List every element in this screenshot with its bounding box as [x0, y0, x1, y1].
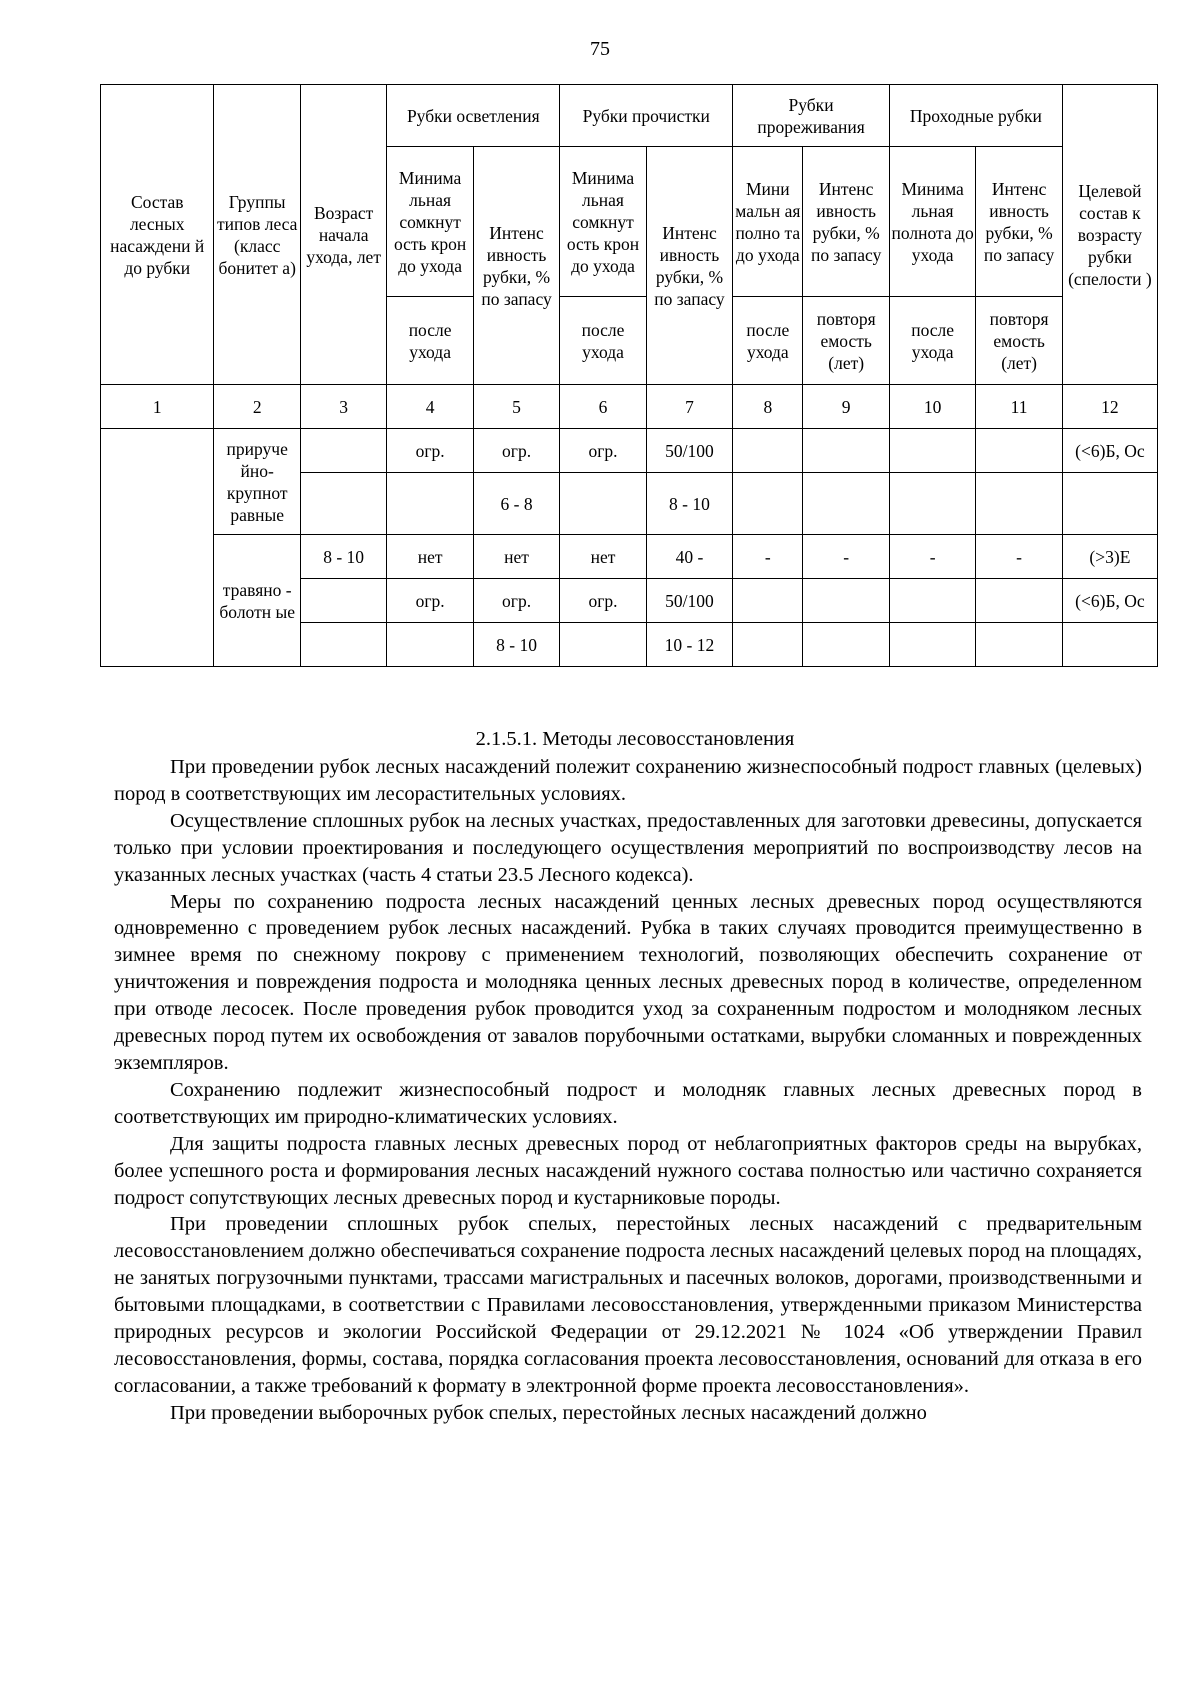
header-after-care-8: после ухода: [733, 297, 803, 385]
col-num: 9: [803, 385, 889, 429]
header-passing: Проходные рубки: [889, 85, 1062, 147]
col-num: 5: [473, 385, 559, 429]
paragraph: При проведении выборочных рубок спелых, перестойных лесных насаждений должно: [170, 1401, 927, 1424]
paragraph: При проведении сплошных рубок спелых, перестойных лесных насаждений с предварительным лесовосстановлением должно обеспечиваться сохранение подроста лесных насаждений целевых пород на площадях, не занятых погрузочными пунктами, трассами магистральных и пасечных волоков, дорогами, производственными и бытовыми площадками, в соответствии с Правилами лесовосстановления, утвержденными приказом Министерства природных ресурсов и экологии Российской Федерации от 29.12.2021 № 1024 «Об утверждении Правил лесовосстановления, формы, состава, порядка согласования проекта лесовосстановления, оснований для отказа в его согласовании, а также требований к формату в электронной форме проекта лесовосстановления».: [114, 1213, 1142, 1397]
body-text: [114, 754, 1142, 1427]
header-intensity-11: Интенс ивность рубки, % по запасу: [976, 147, 1062, 297]
cell: 6 - 8: [473, 473, 559, 535]
header-composition: Состав лесных насаждени й до рубки: [101, 85, 214, 385]
thinning-table: [100, 84, 1158, 667]
header-min-density-10: Минима льная полнота до ухода: [889, 147, 975, 297]
cell: нет: [473, 535, 559, 579]
header-intensity-5: Интенс ивность рубки, % по запасу: [473, 147, 559, 385]
col-num: 11: [976, 385, 1062, 429]
col-num: 2: [214, 385, 300, 429]
cell: -: [889, 535, 975, 579]
composition-cell: [101, 429, 214, 667]
col-num: 10: [889, 385, 975, 429]
col-num: 7: [646, 385, 732, 429]
header-forest-groups: Группы типов леса (класс бонитет а): [214, 85, 300, 385]
cell: 40 -: [646, 535, 732, 579]
header-min-closure-6: Минима льная сомкнут ость крон до ухода: [560, 147, 646, 297]
cell: -: [976, 535, 1062, 579]
paragraph: Осуществление сплошных рубок на лесных участках, предоставленных для заготовки древесины, допускается только при условии проектирования и последующего осуществления мероприятий по воспроизводству лесов на указанных лесных участках (часть 4 статьи 23.5 Лесного кодекса).: [114, 809, 1142, 886]
paragraph: При проведении рубок лесных насаждений полежит сохранению жизнеспособный подрост главных (целевых) пород в соответствующих им лесорастительных условиях.: [114, 756, 1142, 805]
cell: нет: [560, 535, 646, 579]
cell: (>3)Е: [1062, 535, 1157, 579]
header-after-care-6: после ухода: [560, 297, 646, 385]
cell: (<6)Б, Ос: [1062, 579, 1157, 623]
section-title: 2.1.5.1. Методы лесовосстановления: [475, 728, 795, 750]
column-numbers-row: [101, 385, 1158, 429]
header-intensity-7: Интенс ивность рубки, % по запасу: [646, 147, 732, 385]
cell: -: [803, 535, 889, 579]
cell: 10 - 12: [646, 623, 732, 667]
cell: -: [733, 535, 803, 579]
table-row: [101, 535, 1158, 579]
header-min-density-8: Мини мальн ая полно та до ухода: [733, 147, 803, 297]
forest-group-cell: прируче йно- крупнот равные: [214, 429, 300, 535]
col-num: 12: [1062, 385, 1157, 429]
cell: 8 - 10: [473, 623, 559, 667]
cell: (<6)Б, Ос: [1062, 429, 1157, 473]
header-repeat-9: повторя емость (лет): [803, 297, 889, 385]
col-num: 4: [387, 385, 473, 429]
page-number: 75: [590, 38, 610, 60]
cell: 8 - 10: [300, 535, 386, 579]
header-after-care-4: после ухода: [387, 297, 473, 385]
cell: огр.: [560, 579, 646, 623]
cell: огр.: [473, 579, 559, 623]
forest-group-cell: травяно - болотн ые: [214, 535, 300, 667]
header-intensity-9: Интенс ивность рубки, % по запасу: [803, 147, 889, 297]
col-num: 3: [300, 385, 386, 429]
header-start-age: Возраст начала ухода, лет: [300, 85, 386, 385]
header-cleaning: Рубки прочистки: [560, 85, 733, 147]
col-num: 8: [733, 385, 803, 429]
col-num: 1: [101, 385, 214, 429]
header-thinning: Рубки прореживания: [733, 85, 890, 147]
cell: огр.: [473, 429, 559, 473]
header-repeat-11: повторя емость (лет): [976, 297, 1062, 385]
paragraph: Сохранению подлежит жизнеспособный подрост и молодняк главных лесных древесных пород в соответствующих им природно-климатических условиях.: [114, 1078, 1142, 1128]
col-num: 6: [560, 385, 646, 429]
cell: 8 - 10: [646, 473, 732, 535]
cell: огр.: [560, 429, 646, 473]
cell: 50/100: [646, 429, 732, 473]
header-clarification: Рубки осветления: [387, 85, 560, 147]
header-min-closure-4: Минима льная сомкнут ость крон до ухода: [387, 147, 473, 297]
table-row: [101, 429, 1158, 473]
cell: 50/100: [646, 579, 732, 623]
header-target: Целевой состав к возрасту рубки (спелости ): [1062, 85, 1157, 385]
cell: огр.: [387, 429, 473, 473]
header-after-care-10: после ухода: [889, 297, 975, 385]
paragraph: Для защиты подроста главных лесных древесных пород от неблагоприятных факторов среды на вырубках, более успешного роста и формирования лесных насаждений нужного состава полностью или частично сохраняется подрост сопутствующих лесных древесных пород и кустарниковые породы.: [114, 1132, 1142, 1209]
paragraph: Меры по сохранению подроста лесных насаждений ценных лесных древесных пород осуществляются одновременно с проведением рубок лесных насаждений. Рубка в таких случаях проводится преимущественно в зимнее время по снежному покрову с применением технологий, позволяющих обеспечить сохранение от уничтожения и повреждения подроста и молодняка ценных лесных древесных пород в количестве, определенном при отводе лесосек. После проведения рубок проводится уход за сохраненным подростом и молодняком лесных древесных пород путем их освобождения от завалов порубочными остатками, вырубки сломанных и поврежденных экземпляров.: [114, 890, 1142, 1074]
cell: нет: [387, 535, 473, 579]
cell: огр.: [387, 579, 473, 623]
